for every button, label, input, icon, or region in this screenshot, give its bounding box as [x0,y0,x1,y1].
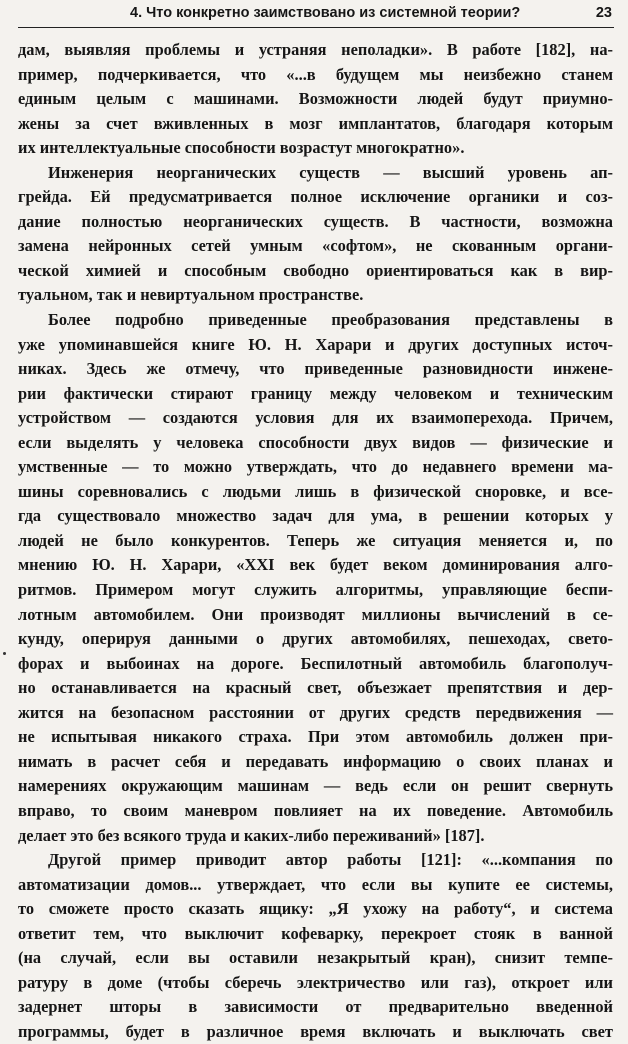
text-line: если выделять у человека способности двух видов — физические и [18,432,613,452]
text-line: не испытывая никакого страха. При этом автомобиль должен при- [18,727,613,747]
text-line: устройством — создаются условия для их взаимоперехода. Причем, [18,408,613,428]
text-line: никах. Здесь же отмечу, что приведенные разновидности инжене- [18,359,613,379]
text-line: но останавливается на красный свет, объезжает препятствия и дер- [18,678,613,698]
text-line: задернет шторы в зависимости от предварительно введенной [18,997,613,1017]
text-line: ответит тем, что выключит кофеварку, перекроет стояк в ванной [18,923,613,943]
text-line: (на случай, если вы оставили незакрытый кран), снизит темпе- [18,948,613,968]
text-line: форах и выбоинах на дороге. Беспилотный автомобиль благополуч- [18,653,613,673]
text-line: нимать в расчет себя и передавать информацию о своих планах и [18,751,613,771]
text-line: лотным автомобилем. Они производят миллионы вычислений в се- [18,604,613,624]
text-line: Более подробно приведенные преобразования представлены в [48,310,613,330]
text-line: гда существовало множество задач для ума, в решении которых у [18,506,613,526]
text-line: то сможете просто сказать ящику: „Я ухожу на работу“, и система [18,899,613,919]
margin-dot [3,652,6,655]
text-line: жены за счет вживленных в мозг имплантатов, благодаря которым [18,113,613,133]
running-header [18,3,614,28]
text-line: пример, подчеркивается, что «...в будущем мы неизбежно станем [18,64,613,84]
text-line: единым целым с машинами. Возможности людей будут приумно- [18,89,613,109]
text-line: уже упоминавшейся книге Ю. Н. Харари и других доступных источ- [18,334,613,354]
text-line: Другой пример приводит автор работы [121]: «...компания по [48,850,613,870]
text-line: вправо, то своим маневром повлияет на их поведение. Автомобиль [18,800,613,820]
text-line: шины соревновались с людьми лишь в физической сноровке, и все- [18,481,613,501]
text-line: мнению Ю. Н. Харари, «XXI век будет веком доминирования алго- [18,555,613,575]
text-line: программы, будет в различное время включать и выключать свет [18,1021,613,1041]
text-line: замена нейронных сетей умным «софтом», не скованным органи- [18,236,613,256]
text-line: намерениях окружающим машинам — ведь если он решит свернуть [18,776,613,796]
text-line: их интеллектуальные способности возрастут многократно». [18,138,465,158]
text-line: ческой химией и способным свободно ориентироваться как в вир- [18,260,613,280]
text-line: людей не было конкурентов. Теперь же ситуация меняется и, по [18,530,613,550]
text-line: дам, выявляя проблемы и устраняя неполадки». В работе [182], на- [18,40,613,59]
text-line: ритмов. Примером могут служить алгоритмы, управляющие беспи- [18,580,613,600]
text-line: туальном, так и невиртуальном пространстве. [18,285,364,305]
text-line: рии фактически стирают границу между человеком и техническим [18,383,613,403]
text-line: умственные — то можно утверждать, что до недавнего времени ма- [18,457,613,477]
text-line: ратуру в доме (чтобы сберечь электричество или газ), откроет или [18,972,613,992]
text-line: жится на безопасном расстоянии от других средств передвижения — [18,702,613,722]
page-number: 23 [595,5,612,21]
text-line: делает это без всякого труда и каких-либо переживаний» [187]. [18,825,485,845]
text-line: автоматизации домов... утверждает, что если вы купите ее системы, [18,874,613,894]
text-line: Инженерия неорганических существ — высший уровень ап- [48,162,613,182]
text-line: дание полностью неорганических существ. В частности, возможна [18,211,613,231]
running-title: 4. Что конкретно заимствовано из системной теории? [130,5,521,21]
text-line: кунду, оперируя данными о других автомобилях, пешеходах, свето- [18,629,613,649]
text-line: грейда. Ей предусматривается полное исключение органики и соз- [18,187,613,207]
body-text [18,38,613,1044]
